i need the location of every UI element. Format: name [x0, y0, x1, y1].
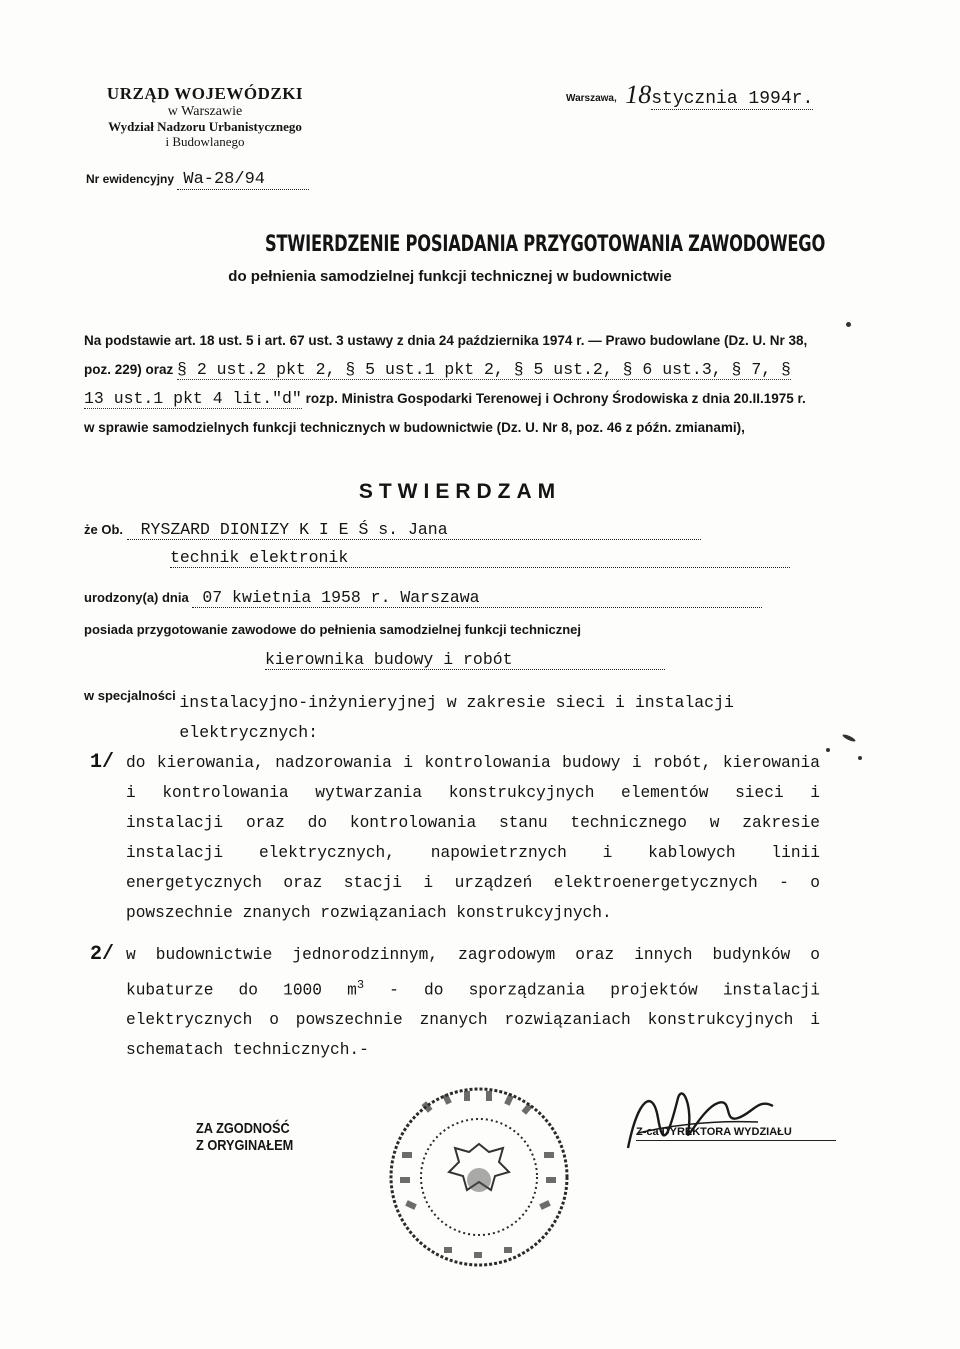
possesses-text: posiada przygotowanie zawodowe do pełnienia samodzielnej funkcji technicznej: [84, 622, 581, 637]
scope-item-text-a: w budownictwie jednorodzinnym, zagrodowym oraz innych budynków o kubaturze do 1000 m: [126, 946, 820, 1000]
date-month-year: stycznia 1994r.: [651, 89, 814, 109]
legal-basis-text-2: rozp. Ministra Gospodarki Terenowej i Ochrony Środowiska z dnia 20.II.1975 r. w sprawie samodzielnych funkcji technicznych w budownictwie (Dz. U. Nr 8, poz. 46 z późn. zmianami),: [84, 391, 806, 435]
birth-label: urodzony(a) dnia: [84, 590, 189, 605]
possesses-row: [84, 622, 814, 637]
person-name-row: [84, 520, 814, 540]
stwierdzam-heading: STWIERDZAM: [358, 480, 562, 503]
birth-row: [84, 588, 814, 608]
scope-item: [90, 748, 820, 928]
document-subtitle: do pełnienia samodzielnej funkcji technicznej w budownictwie: [228, 268, 672, 285]
birth-value: 07 kwietnia 1958 r. Warszawa: [192, 588, 762, 608]
registration-label: Nr ewidencyjny: [86, 172, 175, 186]
office-name: URZĄD WOJEWÓDZKI: [106, 84, 304, 103]
scope-item-text-b: - do sporządzania projektów instalacji elektrycznych o powszechnie znanych rozwiązaniach konstrukcyjnych i schematach technicznych.-: [126, 981, 820, 1060]
person-profession: technik elektronik: [170, 548, 790, 568]
profession-row: [170, 548, 900, 568]
function-value: kierownika budowy i robót: [265, 650, 665, 670]
registration-number: [86, 170, 346, 190]
function-row: [265, 650, 960, 670]
legal-basis-text-1: Na podstawie art. 18 ust. 5 i art. 67 ust. 3 ustawy z dnia 24 października 1974 r. — Prawo budowlane (Dz. U. Nr 38, poz. 229) oraz: [84, 333, 808, 377]
issue-date: [566, 80, 846, 110]
date-place: Warszawa,: [566, 93, 617, 104]
legal-basis-typed: § 2 ust.2 pkt 2, § 5 ust.1 pkt 2, § 5 ust.2, § 6 ust.3, § 7, § 13 ust.1 pkt 4 lit."d": [84, 360, 791, 408]
scope-item-number: 2/: [90, 943, 115, 966]
document-title: STWIERDZENIE POSIADANIA PRZYGOTOWANIA ZAWODOWEGO: [265, 232, 826, 257]
handwritten-signature: [608, 1078, 828, 1168]
scope-item-number: 1/: [90, 751, 115, 774]
conformity-stamp: [196, 1120, 307, 1154]
signer-title: Z-ca DYREKTORA WYDZIAŁU: [636, 1126, 836, 1141]
specialty-value: instalacyjno-inżynieryjnej w zakresie sieci i instalacji elektrycznych:: [179, 693, 734, 742]
person-name: RYSZARD DIONIZY K I E Ś s. Jana: [127, 520, 701, 540]
scope-item: [90, 940, 820, 1065]
official-seal: [384, 1082, 574, 1272]
registration-value: Wa-28/94: [177, 170, 309, 190]
date-day: 18: [625, 80, 652, 109]
scope-item-text: [126, 940, 820, 1065]
specialty-row: [84, 688, 814, 748]
scan-speck: [842, 733, 856, 743]
issuing-office: [80, 84, 330, 150]
conformity-line-1: ZA ZGODNOŚĆ: [196, 1120, 290, 1137]
office-department-2: i Budowlanego: [165, 133, 245, 149]
conformity-line-2: Z ORYGINAŁEM: [196, 1137, 294, 1154]
person-prefix: że Ob.: [84, 522, 124, 537]
scope-item-text: do kierowania, nadzorowania i kontrolowania budowy i robót, kierowania i kontrolowania wytwarzania konstrukcyjnych elementów sieci i instalacji oraz do kontrolowania stanu technicznego w zakresie instalacji elektrycznych, napowietrznych i kablowych linii energetycznych oraz stacji i urządzeń elektroenergetycznych - o powszechnie znanych rozwiązaniach konstrukcyjnych.: [126, 754, 820, 922]
scope-list: [90, 748, 820, 1077]
cubic-superscript: 3: [356, 978, 365, 992]
office-department: Wydział Nadzoru Urbanistycznego: [108, 118, 302, 134]
office-city: w Warszawie: [167, 103, 243, 119]
specialty-label: w specjalności: [84, 688, 176, 703]
scan-speck: [858, 756, 862, 760]
legal-basis: [84, 326, 814, 442]
scan-speck: [846, 322, 851, 327]
scan-speck: [826, 748, 830, 752]
